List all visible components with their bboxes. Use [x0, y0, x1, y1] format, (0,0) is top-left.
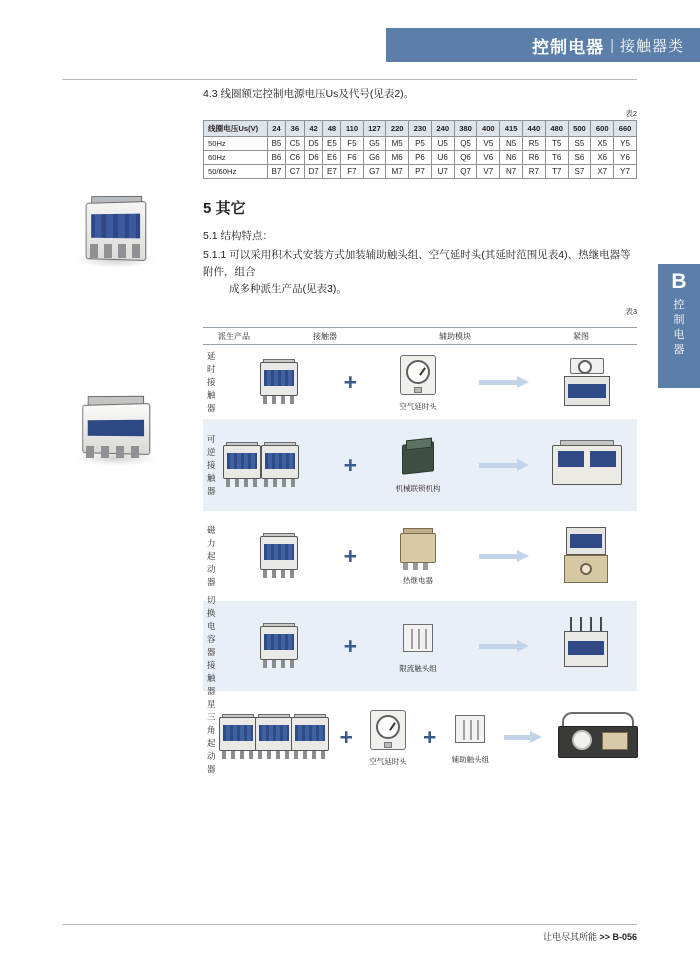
- tab-label: 控 制 电 器: [673, 299, 685, 356]
- contactor-icon: [288, 713, 332, 761]
- page-content: [203, 86, 637, 783]
- header-sub-title: 接触器类: [619, 37, 684, 55]
- contactor-icon: [257, 358, 301, 406]
- header-main-title: 控制电器: [532, 37, 605, 57]
- plus-symbol: +: [343, 542, 357, 569]
- voltage-code-cell: S5: [568, 137, 591, 151]
- row-content: [216, 691, 647, 783]
- voltage-code-cell: T5: [545, 137, 568, 151]
- voltage-code-cell: T6: [545, 151, 568, 165]
- footer-slogan: 让电尽其所能: [542, 932, 597, 942]
- aux-module-caption: 空气延时头: [369, 756, 407, 766]
- voltage-code-cell: S7: [568, 165, 591, 179]
- voltage-code-cell: N7: [500, 165, 523, 179]
- voltage-code-cell: B6: [268, 151, 286, 165]
- voltage-code-cell: S6: [568, 151, 591, 165]
- voltage-table-row: [204, 137, 637, 151]
- plus-symbol: +: [343, 451, 357, 478]
- row-content: [220, 419, 637, 511]
- tab-letter: B: [671, 270, 687, 293]
- aux-module-caption: 空气延时头: [399, 401, 437, 411]
- table2-caption: 表2: [625, 109, 637, 118]
- voltage-code-cell: C5: [285, 137, 304, 151]
- voltage-code-cell: R6: [522, 151, 545, 165]
- row-label-capacitor-switching-contactor: 切换电容器接触器: [207, 595, 216, 696]
- plus-symbol: +: [343, 632, 357, 659]
- voltage-code-cell: G5: [363, 137, 386, 151]
- aux-module-group: [363, 527, 473, 586]
- delay-contactor-assembly-icon: [556, 356, 618, 408]
- section-4-3-heading: 4.3 线圈额定控制电源电压Us及代号(见表2)。: [203, 88, 415, 100]
- voltage-code-cell: X6: [591, 151, 614, 165]
- table-row: [203, 691, 637, 783]
- plus-symbol: +: [422, 723, 437, 750]
- plus-symbol: +: [339, 723, 353, 750]
- voltage-code-cell: B5: [268, 137, 286, 151]
- table-row: [203, 511, 637, 601]
- col-header-contactor: 接触器: [313, 331, 337, 341]
- capacitor-contactor-assembly-icon: [554, 617, 620, 675]
- aux-module-caption: 热继电器: [403, 575, 433, 585]
- arrow-right-icon: [479, 377, 531, 387]
- current-limiting-contact-block-icon: [399, 619, 437, 661]
- voltage-table-row: [204, 165, 637, 179]
- voltage-code-table: [203, 120, 637, 179]
- voltage-code-cell: X5: [591, 137, 614, 151]
- contactor-illustration-group: [220, 622, 338, 670]
- row-label-reversing-contactor: 可逆接触器: [207, 433, 216, 496]
- voltage-header-cell: 400: [477, 121, 500, 137]
- voltage-header-cell: 36: [285, 121, 304, 137]
- voltage-code-cell: N5: [500, 137, 523, 151]
- header-divider-rule: [62, 79, 637, 80]
- voltage-code-cell: D6: [304, 151, 323, 165]
- section-5-1-line: 5.1 结构特点：: [203, 230, 274, 242]
- voltage-code-cell: D5: [304, 137, 323, 151]
- voltage-header-cell: 500: [568, 121, 591, 137]
- magnetic-starter-assembly-icon: [560, 525, 614, 587]
- footer-divider-rule: [62, 924, 637, 925]
- voltage-header-cell: 230: [409, 121, 432, 137]
- voltage-code-cell: U7: [431, 165, 454, 179]
- photo1-blue-terminals: [91, 214, 140, 239]
- voltage-code-cell: F6: [341, 151, 363, 165]
- aux-module-2-caption: 辅助触头组: [451, 754, 490, 764]
- voltage-header-cell: 220: [386, 121, 409, 137]
- contactor-icon: [258, 441, 302, 489]
- assembly-group: [537, 617, 637, 675]
- voltage-code-cell: R5: [522, 137, 545, 151]
- voltage-code-cell: V7: [477, 165, 500, 179]
- voltage-code-cell: X7: [591, 165, 614, 179]
- voltage-code-cell: P5: [409, 137, 432, 151]
- voltage-code-cell: E7: [323, 165, 341, 179]
- contactor-illustration-group: [220, 441, 338, 489]
- assembly-group: [537, 525, 637, 587]
- voltage-header-cell: 480: [545, 121, 568, 137]
- voltage-code-cell: M5: [386, 137, 409, 151]
- page-header-band: [386, 28, 700, 62]
- voltage-row-label: 50Hz: [204, 137, 268, 151]
- air-delay-head-icon: [368, 708, 408, 754]
- photo2-legs: [84, 446, 146, 458]
- voltage-code-cell: E6: [323, 151, 341, 165]
- voltage-header-cell: 240: [431, 121, 454, 137]
- mechanical-interlock-icon: [398, 437, 438, 481]
- voltage-header-cell: 42: [304, 121, 323, 137]
- aux-module-group: [363, 619, 473, 674]
- voltage-code-cell: B7: [268, 165, 286, 179]
- row-content: [220, 601, 637, 691]
- photo2-blue-terminals: [88, 420, 144, 437]
- star-delta-assembly-icon: [552, 710, 644, 764]
- table-row: [203, 345, 637, 419]
- voltage-code-cell: Q7: [454, 165, 477, 179]
- voltage-code-cell: E5: [323, 137, 341, 151]
- reversing-assembly-icon: [548, 437, 626, 493]
- section-5-title: 5 其它: [203, 200, 246, 217]
- voltage-code-cell: D7: [304, 165, 323, 179]
- voltage-header-cell: 660: [614, 121, 637, 137]
- voltage-code-cell: P6: [409, 151, 432, 165]
- voltage-row-label: 50/60Hz: [204, 165, 268, 179]
- row-label-magnetic-starter: 磁力起动器: [207, 524, 216, 587]
- air-delay-head-icon: [398, 353, 438, 399]
- voltage-code-cell: U6: [431, 151, 454, 165]
- voltage-table-header-row: [204, 121, 637, 137]
- voltage-code-cell: F7: [341, 165, 363, 179]
- row-label-delay-contactor: 延时接触器: [207, 350, 216, 413]
- row-content: [220, 511, 637, 601]
- product-photo-contactor-2: [70, 390, 162, 476]
- page-footer: [62, 930, 637, 943]
- table-row: [203, 595, 637, 696]
- arrow-right-icon: [479, 641, 531, 651]
- voltage-header-cell: 600: [591, 121, 614, 137]
- header-separator: |: [610, 36, 614, 54]
- contactor-illustration-group: [216, 713, 334, 761]
- voltage-header-cell: 415: [500, 121, 523, 137]
- derivative-table-header: [203, 327, 637, 345]
- aux-module-group: [363, 353, 473, 412]
- contactor-icon: [257, 622, 301, 670]
- section-tab-b: [658, 264, 700, 388]
- derivative-products-table: [203, 327, 637, 783]
- row-label-star-delta-starter: [203, 698, 216, 776]
- section-5-1-1-line1: 5.1.1 可以采用积木式安装方式加装辅助触头组、空气延时头(其延时范围见表4)、热继电器等附件，组合: [203, 249, 631, 278]
- voltage-header-cell: 127: [363, 121, 386, 137]
- contactor-illustration-group: [220, 532, 338, 580]
- voltage-code-cell: M7: [386, 165, 409, 179]
- voltage-code-cell: F5: [341, 137, 363, 151]
- aux-module-caption: 限流触头组: [399, 663, 437, 673]
- voltage-code-cell: Y5: [614, 137, 637, 151]
- voltage-header-cell: 110: [341, 121, 363, 137]
- col-header-assembly: 紧图: [573, 331, 589, 341]
- voltage-header-cell: 380: [454, 121, 477, 137]
- voltage-row-label: 线圈电压Us(V): [204, 121, 268, 137]
- voltage-code-cell: V6: [477, 151, 500, 165]
- aux-module-caption: 机械联锁机构: [395, 483, 441, 493]
- voltage-header-cell: 24: [268, 121, 286, 137]
- voltage-table-row: [204, 151, 637, 165]
- voltage-row-label: 60Hz: [204, 151, 268, 165]
- col-header-derivative: 派生产品: [218, 331, 250, 341]
- voltage-code-cell: U5: [431, 137, 454, 151]
- table3-caption: 表3: [625, 307, 637, 316]
- aux-module-group-2: [442, 710, 498, 765]
- col-header-aux-module: 辅助模块: [439, 331, 471, 341]
- photo1-legs: [88, 244, 144, 258]
- voltage-header-cell: 440: [522, 121, 545, 137]
- plus-symbol: +: [343, 368, 357, 395]
- assembly-group: [537, 356, 637, 408]
- arrow-right-icon: [504, 732, 544, 742]
- voltage-code-cell: G6: [363, 151, 386, 165]
- voltage-code-cell: T7: [545, 165, 568, 179]
- assembly-group: [537, 437, 637, 493]
- voltage-code-cell: Q6: [454, 151, 477, 165]
- section-5-1-1-line2: 成多种派生产品(见表3)。: [229, 283, 347, 295]
- voltage-code-cell: Q5: [454, 137, 477, 151]
- arrow-right-icon: [479, 460, 531, 470]
- voltage-code-cell: M6: [386, 151, 409, 165]
- auxiliary-contact-block-icon: [451, 710, 489, 752]
- voltage-code-cell: Y7: [614, 165, 637, 179]
- assembly-group: [550, 710, 646, 764]
- row-label-line1: 星三角: [207, 699, 216, 735]
- contactor-illustration-group: [220, 358, 338, 406]
- row-content: [220, 345, 637, 419]
- voltage-code-cell: G7: [363, 165, 386, 179]
- aux-module-group: [359, 708, 417, 767]
- thermal-overload-relay-icon: [397, 527, 439, 573]
- voltage-code-cell: P7: [409, 165, 432, 179]
- voltage-code-cell: C6: [285, 151, 304, 165]
- table-row: [203, 419, 637, 511]
- footer-page-number: >> B-056: [599, 932, 637, 942]
- arrow-right-icon: [479, 551, 531, 561]
- voltage-code-cell: R7: [522, 165, 545, 179]
- aux-module-group: [363, 437, 473, 494]
- voltage-code-cell: N6: [500, 151, 523, 165]
- voltage-header-cell: 48: [323, 121, 341, 137]
- product-photo-contactor-1: [70, 192, 162, 278]
- voltage-code-cell: C7: [285, 165, 304, 179]
- contactor-icon: [257, 532, 301, 580]
- voltage-code-cell: Y6: [614, 151, 637, 165]
- row-label-line2: 起动器: [207, 738, 216, 774]
- voltage-code-cell: V5: [477, 137, 500, 151]
